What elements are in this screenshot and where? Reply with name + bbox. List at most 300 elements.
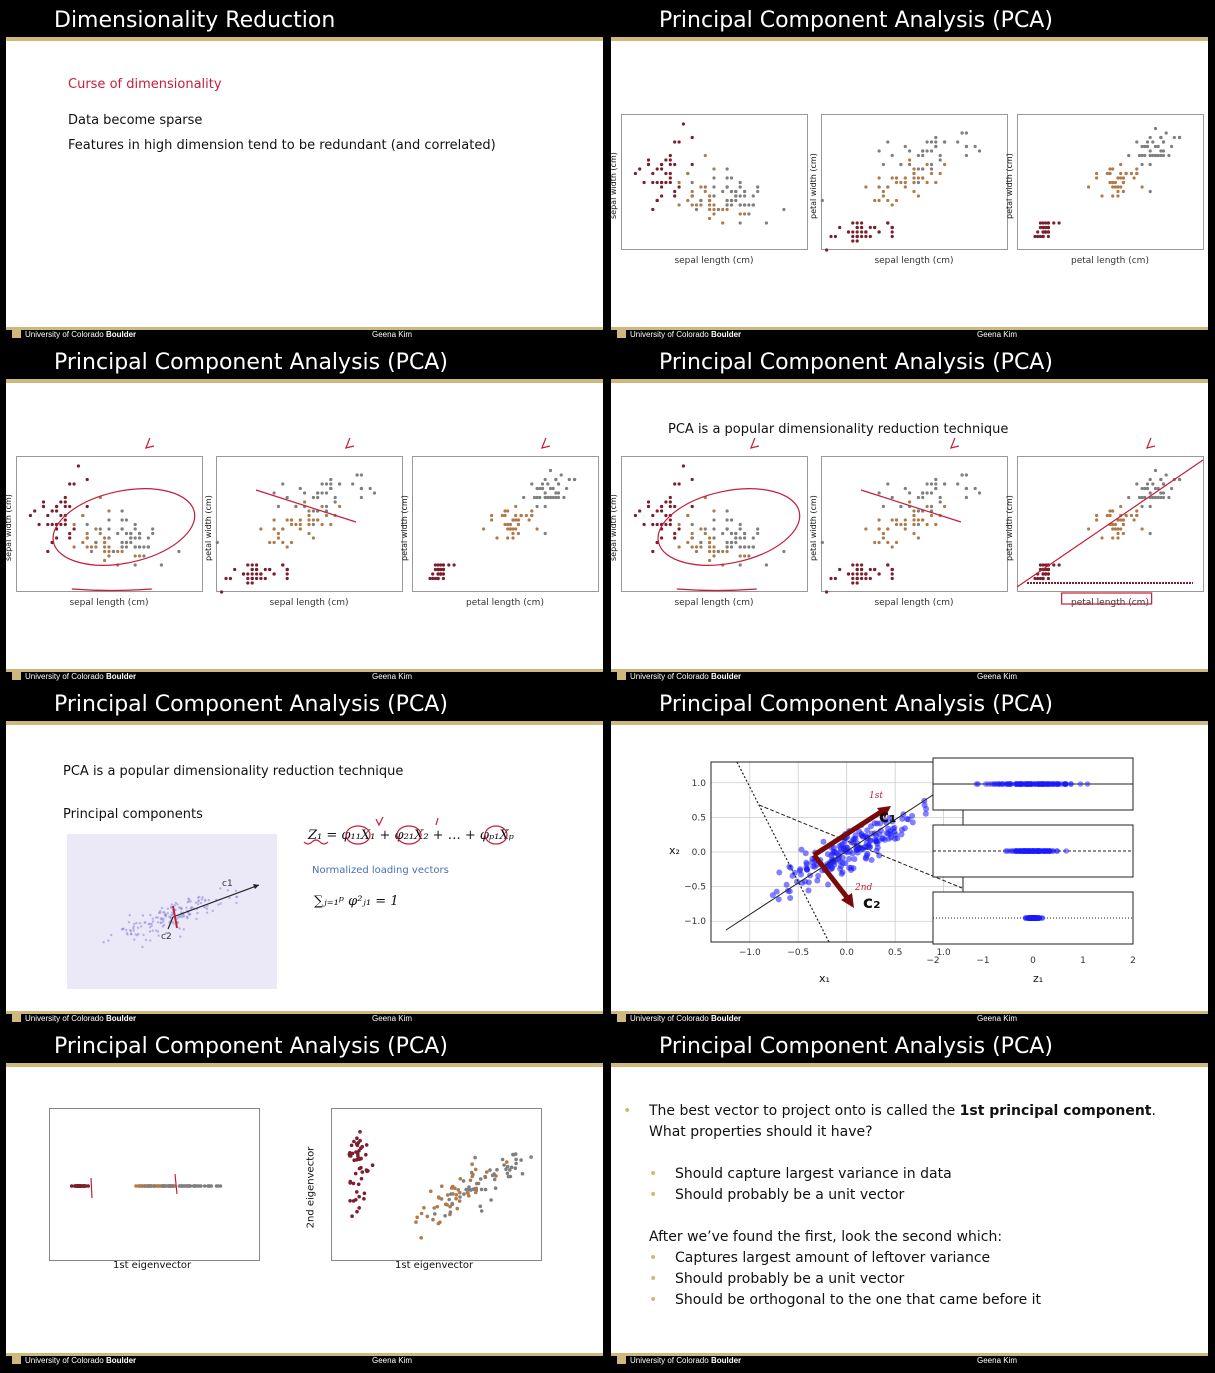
x-axis-label: 1st eigenvector (113, 1260, 192, 1271)
data-point (160, 918, 162, 920)
y-axis-label: sepal width (cm) (609, 152, 618, 219)
data-point (1149, 154, 1152, 157)
data-point (882, 163, 885, 166)
data-point (887, 828, 893, 834)
data-point (371, 1163, 375, 1167)
data-point (829, 235, 832, 238)
slide-5 (6, 690, 603, 1026)
data-point (1111, 194, 1114, 197)
data-point (743, 190, 746, 193)
data-point (699, 185, 702, 188)
data-point (856, 221, 859, 224)
data-point (479, 1205, 483, 1209)
data-point (186, 916, 188, 918)
data-point (851, 230, 854, 233)
data-point (1116, 190, 1119, 193)
data-point (172, 922, 174, 924)
data-point (201, 896, 203, 898)
data-point (451, 1185, 455, 1189)
z-tick-label: −2 (926, 956, 940, 966)
data-point (934, 136, 937, 139)
data-point (961, 131, 964, 134)
data-point (839, 871, 845, 877)
data-point (162, 920, 164, 922)
bullet: • Should probably be a unit vector (675, 1271, 904, 1287)
data-point (446, 1193, 450, 1197)
data-point (1095, 172, 1098, 175)
data-point (739, 185, 742, 188)
university-label: University of Colorado Boulder (617, 330, 741, 339)
pen-annotations (216, 422, 406, 597)
data-point (447, 1198, 451, 1202)
data-point (860, 226, 863, 229)
data-point (712, 194, 715, 197)
data-point (514, 1158, 518, 1162)
data-point (529, 1155, 533, 1159)
data-point (784, 882, 790, 888)
intro-text: PCA is a popular dimensionality reduction technique (63, 764, 404, 779)
data-point (912, 167, 915, 170)
data-point (930, 149, 933, 152)
footer (6, 669, 603, 684)
y-axis-label: petal width (cm) (809, 495, 818, 561)
data-point (162, 925, 164, 927)
data-point (507, 1175, 511, 1179)
title-bar (6, 690, 603, 721)
y-tick-label: 0.0 (691, 848, 706, 858)
data-point (151, 925, 153, 927)
data-point (110, 934, 112, 936)
data-point (891, 235, 894, 238)
data-point (149, 939, 151, 941)
university-logo-icon (12, 1014, 21, 1022)
data-point (1119, 163, 1122, 166)
data-point (360, 1145, 364, 1149)
y-axis-label: petal width (cm) (1005, 153, 1014, 219)
data-point (812, 864, 818, 870)
data-point (429, 1190, 433, 1194)
university-label: University of Colorado Boulder (12, 330, 136, 339)
x-axis-label: sepal length (cm) (269, 598, 349, 608)
slide-title: Principal Component Analysis (PCA) (54, 1034, 448, 1059)
data-point (726, 208, 729, 211)
data-point (851, 235, 854, 238)
data-point (470, 1175, 474, 1179)
data-point (686, 172, 689, 175)
data-point (660, 185, 663, 188)
y-axis-label: 2nd eigenvector (305, 1146, 317, 1229)
data-point (1100, 194, 1103, 197)
data-point (647, 158, 650, 161)
data-point (726, 185, 729, 188)
data-point (171, 1184, 175, 1188)
data-point (691, 136, 694, 139)
c2-label: c2 (161, 932, 172, 942)
data-point (803, 850, 809, 856)
data-point (502, 1163, 506, 1167)
pca-equation: Z₁ = φ₁₁X₁ + φ₂₁X₂ + … + φₚ₁Xₚ (308, 828, 514, 843)
z-tick-label: −1 (976, 956, 990, 966)
data-point (1159, 149, 1162, 152)
bullet: • Should capture largest variance in data (675, 1166, 952, 1182)
data-point (909, 813, 915, 819)
pen-annotations (16, 422, 206, 597)
gold-rule (611, 721, 1208, 725)
data-point (437, 1222, 441, 1226)
data-point (210, 1184, 214, 1188)
data-point (669, 172, 672, 175)
title-bar (6, 348, 603, 379)
data-point (921, 176, 924, 179)
data-point (70, 1184, 74, 1188)
pen-annotations (1017, 422, 1207, 597)
data-point (787, 895, 793, 901)
data-point (180, 908, 182, 910)
title-bar (611, 1032, 1208, 1063)
data-point (838, 226, 841, 229)
data-point (939, 158, 942, 161)
data-point (656, 199, 659, 202)
data-point (145, 939, 147, 941)
x-axis-label: petal length (cm) (1071, 256, 1149, 266)
data-point (734, 194, 737, 197)
data-point (926, 140, 929, 143)
z-axis-label: z₁ (1033, 972, 1044, 985)
data-point (882, 190, 885, 193)
data-point (195, 902, 197, 904)
x-tick-label: 1.0 (936, 948, 951, 958)
data-point (1087, 185, 1090, 188)
x-axis-label: sepal length (cm) (69, 598, 149, 608)
y-tick-label: −1.0 (684, 917, 706, 928)
data-point (872, 836, 878, 842)
iris-scatter-1 (621, 114, 811, 271)
data-point (149, 914, 151, 916)
gold-rule (6, 379, 603, 383)
data-point (730, 176, 733, 179)
data-point (1036, 230, 1039, 233)
footer (6, 1353, 603, 1368)
data-point (1122, 176, 1125, 179)
data-point (168, 1184, 172, 1188)
data-point (462, 1192, 466, 1196)
data-point (1033, 235, 1036, 238)
data-point (878, 176, 881, 179)
data-point (1173, 136, 1176, 139)
x-tick-label: −1.0 (738, 948, 761, 958)
data-point (708, 217, 711, 220)
data-point (1157, 145, 1160, 148)
data-point (651, 172, 654, 175)
data-point (167, 912, 169, 914)
data-point (171, 913, 173, 915)
data-point (917, 176, 920, 179)
data-point (126, 933, 128, 935)
data-point (420, 1212, 424, 1216)
data-point (163, 1184, 167, 1188)
data-point (656, 181, 659, 184)
data-point (848, 867, 854, 873)
data-point (891, 226, 894, 229)
data-point (162, 911, 164, 913)
data-point (193, 1184, 197, 1188)
data-point (921, 154, 924, 157)
author-label: Geena Kim (372, 1014, 413, 1023)
data-point (77, 1184, 81, 1188)
data-point (141, 946, 143, 948)
data-point (357, 1149, 361, 1153)
data-point (206, 912, 208, 914)
author-label: Geena Kim (372, 330, 413, 339)
data-point (363, 1192, 367, 1196)
data-point (904, 181, 907, 184)
data-point (217, 903, 219, 905)
data-point (943, 140, 946, 143)
author-label: Geena Kim (372, 672, 413, 681)
data-point (930, 172, 933, 175)
data-point (873, 199, 876, 202)
y-axis-label: petal width (cm) (809, 153, 818, 219)
data-point (1130, 172, 1133, 175)
data-point (236, 896, 238, 898)
university-logo-icon (617, 1014, 626, 1022)
data-point (422, 1206, 426, 1210)
projected-point (1063, 848, 1069, 854)
x-axis-label: sepal length (cm) (874, 598, 954, 608)
bullet: • Should probably be a unit vector (675, 1187, 904, 1203)
data-point (506, 1172, 510, 1176)
pen-annotations (621, 422, 811, 597)
data-point (135, 922, 137, 924)
data-point (875, 845, 881, 851)
data-point (470, 1162, 474, 1166)
slide-title: Principal Component Analysis (PCA) (54, 692, 448, 717)
data-point (825, 882, 831, 888)
iris-scatter-2 (821, 114, 1011, 271)
slide-title: Dimensionality Reduction (54, 8, 336, 33)
x-axis-label: petal length (cm) (1071, 598, 1149, 608)
data-point (869, 226, 872, 229)
data-point (930, 167, 933, 170)
data-point (150, 923, 152, 925)
data-point (1135, 140, 1138, 143)
data-point (1143, 145, 1146, 148)
data-point (133, 925, 135, 927)
projected-point (1054, 848, 1060, 854)
data-point (678, 203, 681, 206)
data-point (357, 1183, 361, 1187)
data-point (1141, 163, 1144, 166)
data-point (669, 181, 672, 184)
slide-4 (611, 348, 1208, 684)
data-point (806, 888, 812, 894)
data-point (721, 208, 724, 211)
data-point (814, 878, 820, 884)
data-point (179, 935, 181, 937)
c1-label: c₁ (879, 807, 897, 827)
data-point (1125, 172, 1128, 175)
slide-7 (6, 1032, 603, 1368)
data-point (155, 916, 157, 918)
data-point (664, 158, 667, 161)
title-bar (6, 6, 603, 37)
data-point (842, 860, 848, 866)
data-point (1167, 154, 1170, 157)
data-point (227, 889, 229, 891)
data-point (930, 140, 933, 143)
projected-point (1005, 781, 1011, 787)
data-point (1122, 181, 1125, 184)
data-point (902, 825, 908, 831)
x-axis-label: sepal length (cm) (874, 256, 954, 266)
data-point (148, 1184, 152, 1188)
data-point (220, 902, 222, 904)
data-point (1159, 154, 1162, 157)
data-point (704, 185, 707, 188)
data-point (1141, 154, 1144, 157)
data-point (152, 920, 154, 922)
data-point (708, 199, 711, 202)
data-point (1119, 172, 1122, 175)
university-label: University of Colorado Boulder (617, 1014, 741, 1023)
data-point (895, 181, 898, 184)
data-point (178, 916, 180, 918)
data-point (782, 208, 785, 211)
data-point (704, 154, 707, 157)
data-point (364, 1153, 368, 1157)
footer (6, 1011, 603, 1026)
data-point (208, 899, 210, 901)
data-point (664, 172, 667, 175)
projected-point (1062, 781, 1068, 787)
para2: After we’ve found the first, look the second which: (649, 1229, 1003, 1245)
data-point (200, 902, 202, 904)
data-point (1111, 181, 1114, 184)
data-point (712, 167, 715, 170)
data-point (1159, 136, 1162, 139)
y-axis-label: sepal width (cm) (4, 494, 13, 561)
note-1st: 1st (869, 791, 883, 801)
data-point (860, 221, 863, 224)
data-point (699, 199, 702, 202)
data-point (198, 1184, 202, 1188)
data-point (891, 203, 894, 206)
data-point (673, 140, 676, 143)
university-label: University of Colorado Boulder (12, 1356, 136, 1365)
data-point (660, 194, 663, 197)
data-point (355, 1136, 359, 1140)
para1: • The best vector to project onto is called the 1st principal component. (649, 1103, 1156, 1119)
y-axis-label: petal width (cm) (400, 495, 409, 561)
data-point (137, 933, 139, 935)
slide-title: Principal Component Analysis (PCA) (659, 350, 1053, 375)
data-point (470, 1171, 474, 1175)
data-point (1095, 176, 1098, 179)
projection-1d-plot (49, 1108, 261, 1263)
data-point (917, 181, 920, 184)
data-point (142, 914, 144, 916)
slide-title: Principal Component Analysis (PCA) (659, 8, 1053, 33)
data-point (185, 907, 187, 909)
data-point (691, 203, 694, 206)
x-axis-label: sepal length (cm) (674, 598, 754, 608)
data-point (444, 1202, 448, 1206)
data-point (355, 1210, 359, 1214)
data-point (1047, 235, 1050, 238)
data-point (734, 190, 737, 193)
y-tick-label: 1.0 (691, 778, 706, 789)
data-point (158, 912, 160, 914)
data-point (926, 149, 929, 152)
data-point (712, 208, 715, 211)
data-point (699, 203, 702, 206)
data-point (514, 1166, 518, 1170)
data-point (664, 181, 667, 184)
data-point (747, 212, 750, 215)
data-point (1052, 221, 1055, 224)
data-point (886, 140, 889, 143)
x-tick-label: −0.5 (787, 948, 810, 958)
line-2: Features in high dimension tend to be redundant (and correlated) (68, 138, 496, 153)
data-point (904, 185, 907, 188)
data-point (1154, 154, 1157, 157)
data-point (458, 1195, 462, 1199)
data-point (860, 230, 863, 233)
university-label: University of Colorado Boulder (12, 1014, 136, 1023)
author-label: Geena Kim (977, 1014, 1018, 1023)
data-point (122, 928, 124, 930)
data-point (235, 890, 237, 892)
c2-label: c₂ (863, 893, 881, 913)
data-point (462, 1179, 466, 1183)
data-point (1149, 136, 1152, 139)
gold-rule (611, 37, 1208, 41)
data-point (350, 1214, 354, 1218)
z-tick-label: 0 (1030, 956, 1036, 966)
data-point (449, 1192, 453, 1196)
data-point (477, 1182, 481, 1186)
data-point (352, 1182, 356, 1186)
data-point (756, 185, 759, 188)
z-tick-label: 2 (1130, 956, 1136, 966)
data-point (149, 930, 151, 932)
data-point (161, 907, 163, 909)
para1-line2: What properties should it have? (649, 1124, 873, 1140)
data-point (859, 831, 865, 837)
data-point (908, 163, 911, 166)
equation-annotations (296, 815, 536, 855)
data-point (1135, 167, 1138, 170)
data-point (357, 1157, 361, 1161)
x-axis-label: sepal length (cm) (674, 256, 754, 266)
university-logo-icon (12, 672, 21, 680)
data-point (691, 181, 694, 184)
data-point (1149, 190, 1152, 193)
data-point (939, 154, 942, 157)
data-point (433, 1212, 437, 1216)
data-point (921, 167, 924, 170)
data-point (743, 212, 746, 215)
data-point (479, 1177, 483, 1181)
data-point (704, 190, 707, 193)
data-point (183, 928, 185, 930)
c1-label: c1 (222, 879, 233, 889)
data-point (348, 1151, 352, 1155)
data-point (965, 145, 968, 148)
slide-1 (6, 6, 603, 342)
gold-rule (6, 721, 603, 725)
data-point (669, 158, 672, 161)
